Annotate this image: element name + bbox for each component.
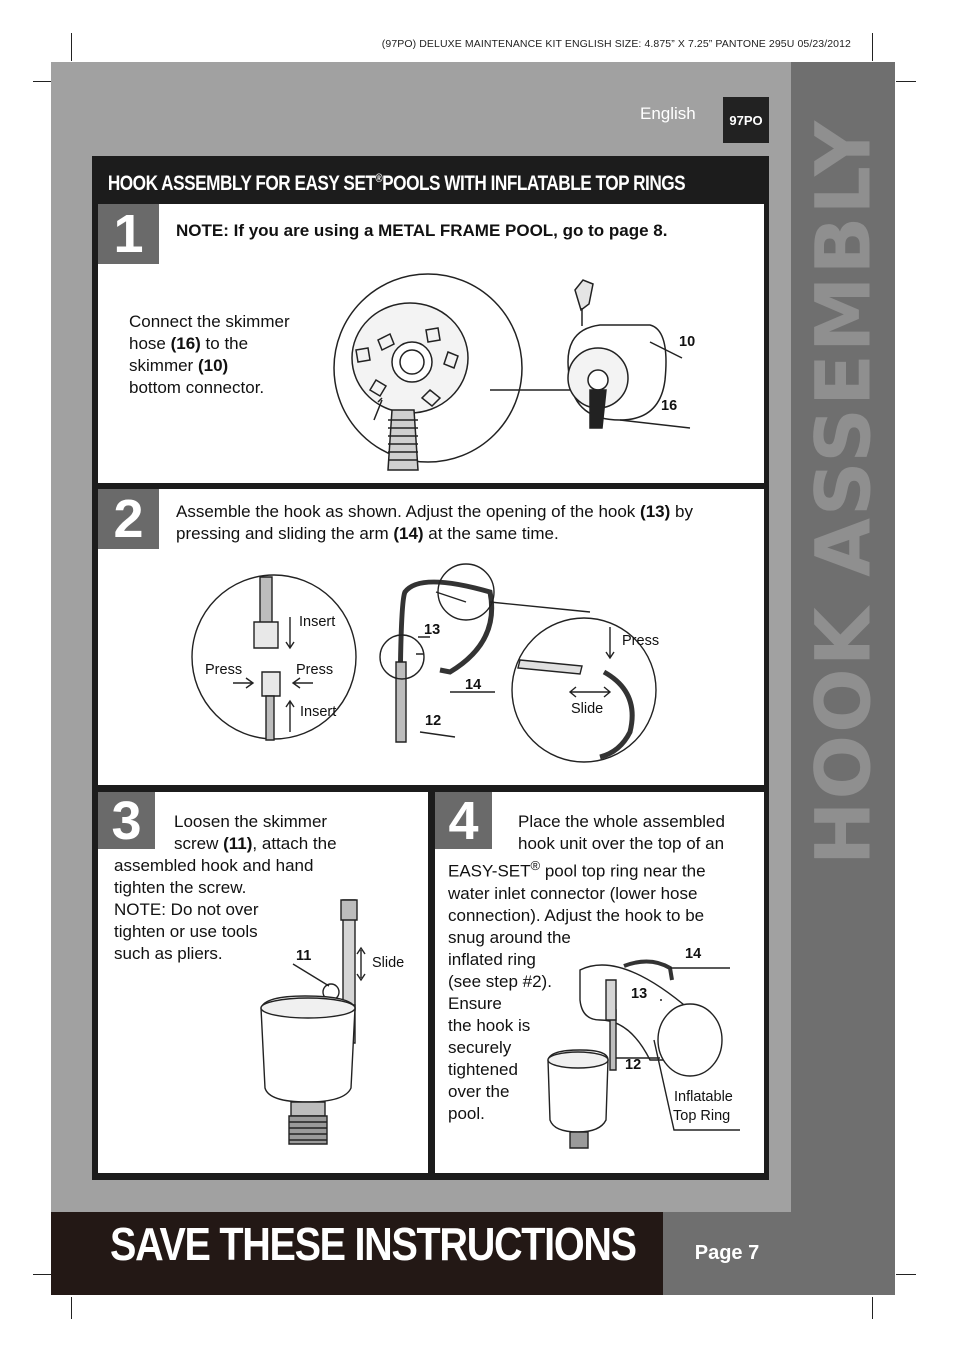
section-header [98,162,766,204]
part-label-16: 16 [661,398,678,414]
step1-note: NOTE: If you are using a METAL FRAME POOL, go to page 8. [176,221,668,240]
part-label-14: 14 [465,677,482,693]
crop-mark [872,1297,873,1319]
registered-mark: ® [375,170,383,185]
page-number: Page 7 [663,1212,791,1295]
label-slide-zoom: Slide [571,701,604,717]
step4-number: 4 [435,792,492,849]
part-label-10: 10 [679,334,696,350]
step1-text: Connect the skimmer hose (16) to the skimmer (10) bottom connector. [129,312,290,397]
label-top-ring: Top Ring [673,1108,731,1124]
crop-mark [896,1274,916,1275]
language-label: English [640,104,696,123]
label-insert-bottom: Insert [300,704,337,720]
part-label-13: 13 [424,622,441,638]
step3-number: 3 [98,792,155,849]
part-label-12-step4: 12 [625,1057,642,1073]
hook-assembly-illustration [190,562,660,772]
part-label-14-step4: 14 [685,946,702,962]
label-press-left: Press [205,662,243,678]
footer-title: SAVE THESE INSTRUCTIONS [110,1218,636,1270]
step1-number: 1 [98,204,159,264]
label-press-right: Press [296,662,334,678]
side-title: HOOK ASSEMBLY [798,118,888,866]
part-label-13-step4: 13 [631,986,648,1002]
print-info: (97PO) DELUXE MAINTENANCE KIT ENGLISH SIZE: 4.875” X 7.25” PANTONE 295U 05/23/2012 [381,38,851,50]
crop-mark [33,1274,53,1275]
step4-text-top: Place the whole assembled hook unit over the top of an [518,812,725,853]
crop-mark [872,33,873,61]
skimmer-screw-illustration [255,890,415,1150]
header-text: HOOK ASSEMBLY FOR EASY SET [107,171,376,195]
step2-number: 2 [98,489,159,549]
label-insert-top: Insert [299,614,336,630]
label-slide-step3: Slide [372,955,405,971]
header-text-rest: POOLS WITH INFLATABLE TOP RINGS [382,171,686,195]
skimmer-hose-illustration [330,270,700,470]
label-inflatable: Inflatable [674,1089,733,1105]
crop-mark [33,81,53,82]
crop-mark [71,1297,72,1319]
crop-mark [71,33,72,61]
code-badge: 97PO [723,97,769,143]
part-label-11: 11 [296,948,312,964]
pool-ring-illustration [540,940,740,1170]
step4-text-bottom: EASY-SET® pool top ring near the water inlet connector (lower hose connection). Adjust the hook to be snug around the inflated ring (see step #2). Ensure the hook is securely tightened over the pool. [448,858,706,1123]
part-label-12: 12 [425,713,442,729]
crop-mark [896,81,916,82]
step3-text-bottom: assembled hook and hand tighten the screw. NOTE: Do not over tighten or use tools such as pliers. [114,856,314,963]
step2-text: Assemble the hook as shown. Adjust the opening of the hook (13) by pressing and sliding the arm (14) at the same time. [176,502,693,543]
step3-text-top: Loosen the skimmer screw (11), attach the [174,812,337,853]
label-press-zoom: Press [622,633,660,649]
